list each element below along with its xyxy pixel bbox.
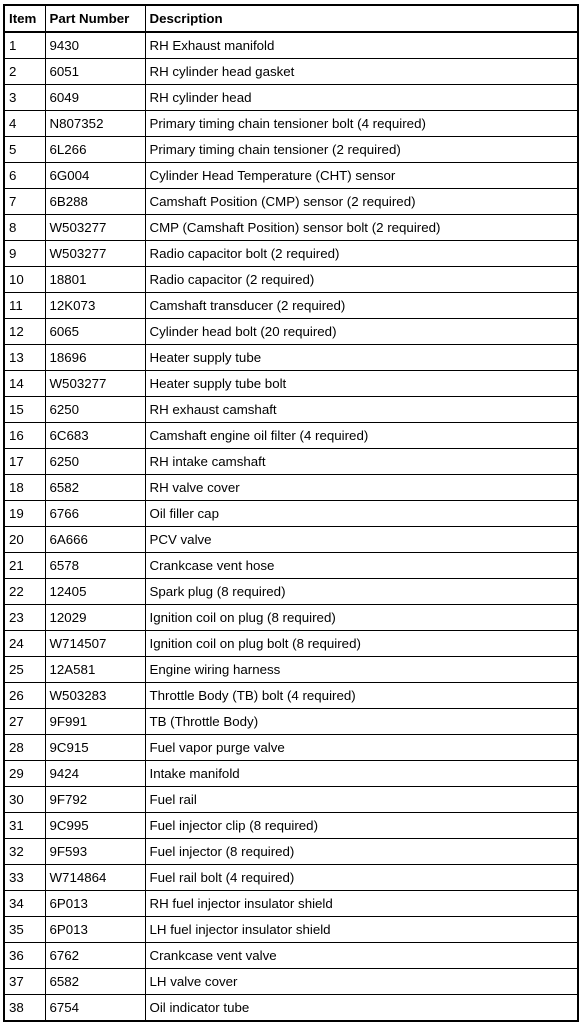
part-number-cell: 6766 [45, 501, 145, 527]
part-number-cell: 9F991 [45, 709, 145, 735]
parts-table [3, 4, 579, 1022]
part-number-cell: 6578 [45, 553, 145, 579]
description-cell: CMP (Camshaft Position) sensor bolt (2 required) [145, 215, 578, 241]
column-header-description: Description [145, 5, 578, 32]
description-cell: LH valve cover [145, 969, 578, 995]
table-row [4, 85, 578, 111]
item-cell: 6 [4, 163, 45, 189]
table-row [4, 137, 578, 163]
item-cell: 18 [4, 475, 45, 501]
table-row [4, 657, 578, 683]
item-cell: 19 [4, 501, 45, 527]
description-cell: Ignition coil on plug bolt (8 required) [145, 631, 578, 657]
part-number-cell: W503277 [45, 215, 145, 241]
description-cell: Oil indicator tube [145, 995, 578, 1022]
description-cell: LH fuel injector insulator shield [145, 917, 578, 943]
item-cell: 29 [4, 761, 45, 787]
part-number-cell: 9430 [45, 32, 145, 59]
description-cell: Camshaft transducer (2 required) [145, 293, 578, 319]
description-cell: Engine wiring harness [145, 657, 578, 683]
table-row [4, 423, 578, 449]
table-row [4, 683, 578, 709]
item-cell: 14 [4, 371, 45, 397]
part-number-cell: 9C915 [45, 735, 145, 761]
item-cell: 4 [4, 111, 45, 137]
description-cell: Camshaft Position (CMP) sensor (2 required) [145, 189, 578, 215]
part-number-cell: 6P013 [45, 917, 145, 943]
description-cell: Fuel vapor purge valve [145, 735, 578, 761]
table-row [4, 32, 578, 59]
table-row [4, 631, 578, 657]
part-number-cell: 6250 [45, 449, 145, 475]
description-cell: RH valve cover [145, 475, 578, 501]
table-row [4, 501, 578, 527]
table-row [4, 163, 578, 189]
table-row [4, 475, 578, 501]
part-number-cell: W503277 [45, 241, 145, 267]
item-cell: 36 [4, 943, 45, 969]
item-cell: 15 [4, 397, 45, 423]
part-number-cell: 6250 [45, 397, 145, 423]
item-cell: 34 [4, 891, 45, 917]
part-number-cell: 6065 [45, 319, 145, 345]
table-row [4, 813, 578, 839]
part-number-cell: 6051 [45, 59, 145, 85]
item-cell: 2 [4, 59, 45, 85]
item-cell: 21 [4, 553, 45, 579]
item-cell: 24 [4, 631, 45, 657]
item-cell: 16 [4, 423, 45, 449]
part-number-cell: 6G004 [45, 163, 145, 189]
part-number-cell: 12A581 [45, 657, 145, 683]
table-row [4, 761, 578, 787]
item-cell: 9 [4, 241, 45, 267]
item-cell: 27 [4, 709, 45, 735]
table-row [4, 995, 578, 1022]
description-cell: RH cylinder head gasket [145, 59, 578, 85]
description-cell: Primary timing chain tensioner (2 required) [145, 137, 578, 163]
table-row [4, 59, 578, 85]
part-number-cell: 9F593 [45, 839, 145, 865]
description-cell: Radio capacitor (2 required) [145, 267, 578, 293]
part-number-cell: 6762 [45, 943, 145, 969]
part-number-cell: 6582 [45, 969, 145, 995]
description-cell: Fuel rail [145, 787, 578, 813]
item-cell: 35 [4, 917, 45, 943]
part-number-cell: 6A666 [45, 527, 145, 553]
part-number-cell: 6582 [45, 475, 145, 501]
description-cell: TB (Throttle Body) [145, 709, 578, 735]
table-row [4, 189, 578, 215]
table-row [4, 371, 578, 397]
description-cell: Intake manifold [145, 761, 578, 787]
table-row [4, 111, 578, 137]
description-cell: Primary timing chain tensioner bolt (4 required) [145, 111, 578, 137]
table-row [4, 449, 578, 475]
item-cell: 12 [4, 319, 45, 345]
description-cell: Oil filler cap [145, 501, 578, 527]
table-row [4, 605, 578, 631]
part-number-cell: W503277 [45, 371, 145, 397]
table-row [4, 397, 578, 423]
table-row [4, 293, 578, 319]
description-cell: RH Exhaust manifold [145, 32, 578, 59]
item-cell: 31 [4, 813, 45, 839]
description-cell: Cylinder head bolt (20 required) [145, 319, 578, 345]
item-cell: 10 [4, 267, 45, 293]
table-row [4, 345, 578, 371]
item-cell: 22 [4, 579, 45, 605]
column-header-part-number: Part Number [45, 5, 145, 32]
part-number-cell: W714507 [45, 631, 145, 657]
item-cell: 13 [4, 345, 45, 371]
table-body [4, 32, 578, 1021]
table-row [4, 319, 578, 345]
item-cell: 1 [4, 32, 45, 59]
table-row [4, 943, 578, 969]
description-cell: Crankcase vent valve [145, 943, 578, 969]
part-number-cell: 6L266 [45, 137, 145, 163]
item-cell: 11 [4, 293, 45, 319]
table-row [4, 735, 578, 761]
description-cell: RH exhaust camshaft [145, 397, 578, 423]
description-cell: Heater supply tube bolt [145, 371, 578, 397]
description-cell: Fuel injector clip (8 required) [145, 813, 578, 839]
item-cell: 3 [4, 85, 45, 111]
item-cell: 23 [4, 605, 45, 631]
description-cell: Fuel rail bolt (4 required) [145, 865, 578, 891]
table-row [4, 267, 578, 293]
table-row [4, 553, 578, 579]
part-number-cell: W503283 [45, 683, 145, 709]
table-row [4, 917, 578, 943]
table-row [4, 787, 578, 813]
item-cell: 5 [4, 137, 45, 163]
table-row [4, 969, 578, 995]
description-cell: Crankcase vent hose [145, 553, 578, 579]
item-cell: 30 [4, 787, 45, 813]
part-number-cell: 9F792 [45, 787, 145, 813]
item-cell: 28 [4, 735, 45, 761]
part-number-cell: 6C683 [45, 423, 145, 449]
table-row [4, 527, 578, 553]
part-number-cell: 12K073 [45, 293, 145, 319]
item-cell: 38 [4, 995, 45, 1022]
item-cell: 26 [4, 683, 45, 709]
part-number-cell: 6P013 [45, 891, 145, 917]
item-cell: 33 [4, 865, 45, 891]
part-number-cell: 9C995 [45, 813, 145, 839]
part-number-cell: 9424 [45, 761, 145, 787]
part-number-cell: 6754 [45, 995, 145, 1022]
part-number-cell: 18696 [45, 345, 145, 371]
description-cell: Spark plug (8 required) [145, 579, 578, 605]
column-header-item: Item [4, 5, 45, 32]
description-cell: Fuel injector (8 required) [145, 839, 578, 865]
item-cell: 7 [4, 189, 45, 215]
table-header-row [4, 5, 578, 32]
description-cell: RH cylinder head [145, 85, 578, 111]
item-cell: 25 [4, 657, 45, 683]
table-row [4, 241, 578, 267]
item-cell: 37 [4, 969, 45, 995]
description-cell: PCV valve [145, 527, 578, 553]
table-row [4, 709, 578, 735]
part-number-cell: W714864 [45, 865, 145, 891]
item-cell: 20 [4, 527, 45, 553]
part-number-cell: 6B288 [45, 189, 145, 215]
table-row [4, 215, 578, 241]
description-cell: Radio capacitor bolt (2 required) [145, 241, 578, 267]
item-cell: 32 [4, 839, 45, 865]
part-number-cell: 12029 [45, 605, 145, 631]
description-cell: Camshaft engine oil filter (4 required) [145, 423, 578, 449]
part-number-cell: N807352 [45, 111, 145, 137]
part-number-cell: 18801 [45, 267, 145, 293]
description-cell: RH intake camshaft [145, 449, 578, 475]
description-cell: RH fuel injector insulator shield [145, 891, 578, 917]
part-number-cell: 6049 [45, 85, 145, 111]
table-row [4, 891, 578, 917]
description-cell: Ignition coil on plug (8 required) [145, 605, 578, 631]
part-number-cell: 12405 [45, 579, 145, 605]
description-cell: Cylinder Head Temperature (CHT) sensor [145, 163, 578, 189]
description-cell: Heater supply tube [145, 345, 578, 371]
description-cell: Throttle Body (TB) bolt (4 required) [145, 683, 578, 709]
table-row [4, 579, 578, 605]
table-row [4, 865, 578, 891]
item-cell: 8 [4, 215, 45, 241]
table-row [4, 839, 578, 865]
item-cell: 17 [4, 449, 45, 475]
